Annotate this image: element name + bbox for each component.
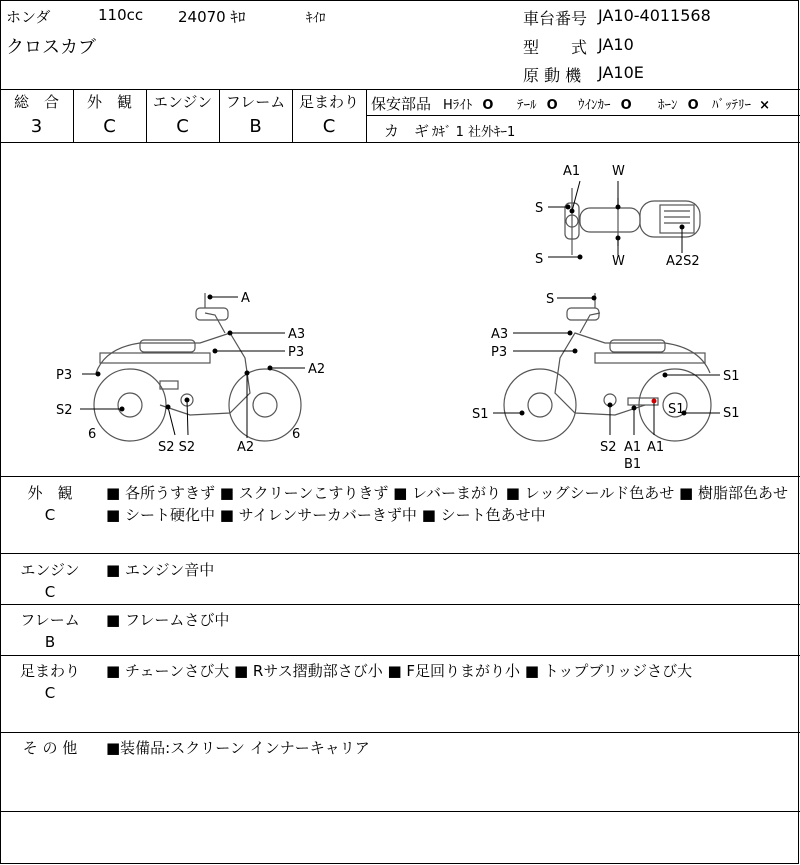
diagram-label: 6	[292, 427, 301, 442]
diagram-label: A3	[491, 327, 509, 342]
mileage-unit-note: ｷｲﾛ	[306, 11, 326, 26]
safety-item-mark: O	[620, 98, 632, 113]
mileage: 24070 ｷﾛ	[178, 8, 246, 26]
safety-item-headlight	[443, 94, 493, 113]
right-side-bike	[504, 293, 711, 441]
section-suspension-text: ■ チェーンさび大 ■ Rサス摺動部さび小 ■ F足回りまがり小 ■ トップブリッジさび大	[106, 662, 693, 680]
type-label: 型 式	[523, 38, 588, 57]
diagram-label: P3	[491, 345, 508, 360]
engine-model-value: JA10E	[598, 63, 644, 82]
diagram-label: A2S2	[666, 254, 700, 269]
safety-item-battery	[712, 94, 770, 113]
diagram-label: W	[612, 254, 625, 269]
diagram-label: S1	[723, 369, 740, 384]
key-value: ｶｷﾞ 1 社外ｷｰ1	[432, 125, 516, 140]
diagram-label: P3	[288, 345, 305, 360]
section-exterior-text: ■ 各所うすきず ■ スクリーンこすりきず ■ レバーまがり ■ レッグシールド色あせ ■ 樹脂部色あせ ■ シート硬化中 ■ サイレンサーカバーきず中 ■ シート色あせ中	[106, 484, 788, 524]
safety-item-mark: O	[687, 98, 699, 113]
type-value: JA10	[598, 35, 634, 54]
safety-label: 保安部品	[371, 95, 432, 113]
frame-number-label: 車台番号	[523, 9, 588, 28]
diagram-label: S	[546, 292, 555, 307]
diagram-label: S1	[472, 407, 489, 422]
diagram-label: 6	[88, 427, 97, 442]
exterior-label: 外 観	[86, 93, 132, 111]
diagram-label: S2 S2	[158, 440, 196, 455]
section-suspension-label: 足まわり C	[19, 662, 80, 702]
safety-item-winker	[578, 94, 632, 113]
diagram-label: A1	[563, 164, 581, 179]
diagram-label: S2	[600, 440, 617, 455]
diagram-label: S	[535, 252, 544, 267]
section-other-text: ■装備品:スクリーン インナーキャリア	[106, 739, 370, 757]
safety-item-mark: ×	[759, 98, 771, 113]
maker: ホンダ	[6, 8, 51, 26]
diagram-label: S1	[723, 406, 740, 421]
safety-item-name: ﾊﾞｯﾃﾘｰ	[712, 98, 751, 113]
safety-item-mark: O	[546, 98, 558, 113]
safety-item-name: ﾎｰﾝ	[658, 98, 678, 113]
diagram-label: A1	[624, 440, 642, 455]
leader-dots	[96, 205, 687, 416]
diagram-label: S2	[56, 403, 73, 418]
section-engine-label: エンジン C	[20, 561, 80, 601]
diagram-label: S	[535, 201, 544, 216]
diagram-label: A	[241, 291, 250, 306]
safety-item-tail	[517, 94, 558, 113]
key-label: カ ギ	[384, 122, 430, 140]
diagram-label: P3	[56, 368, 73, 383]
frame-grade: B	[249, 116, 262, 137]
exterior-grade: C	[103, 116, 116, 137]
section-frame-text: ■ フレームさび中	[106, 611, 230, 629]
overall-label: 総 合	[13, 93, 59, 111]
section-frame-label: フレーム B	[20, 611, 80, 651]
frame-number: JA10-4011568	[598, 6, 711, 25]
safety-item-horn	[658, 94, 699, 113]
engine-label: エンジン	[152, 93, 213, 111]
section-other-label: そ の 他	[22, 739, 78, 757]
diagram-label: W	[612, 164, 625, 179]
suspension-grade: C	[322, 116, 336, 137]
damage-diagram	[0, 143, 800, 476]
diagram-label: A2	[237, 440, 255, 455]
section-engine-text: ■ エンジン音中	[106, 561, 215, 579]
diagram-label: A3	[288, 327, 306, 342]
safety-item-name: ｳｲﾝｶｰ	[578, 98, 611, 113]
diagram-label: A1	[647, 440, 665, 455]
engine-grade: C	[176, 116, 189, 137]
diagram-label: B1	[624, 457, 642, 472]
safety-item-name: Hﾗｲﾄ	[443, 98, 473, 113]
model-name: クロスカブ	[6, 37, 96, 58]
safety-item-name: ﾃｰﾙ	[517, 98, 537, 113]
safety-item-mark: O	[482, 98, 494, 113]
overall-grade: 3	[30, 116, 43, 137]
frame-label: フレーム	[225, 93, 286, 111]
leader-lines	[80, 181, 720, 438]
diagram-label: S1	[668, 402, 685, 417]
displacement: 110cc	[98, 6, 144, 24]
top-view-bike	[565, 188, 700, 255]
diagram-label: A2	[308, 362, 326, 377]
engine-model-label: 原 動 機	[523, 66, 582, 85]
section-exterior-label: 外 観 C	[27, 484, 73, 524]
suspension-label: 足まわり	[298, 93, 359, 111]
